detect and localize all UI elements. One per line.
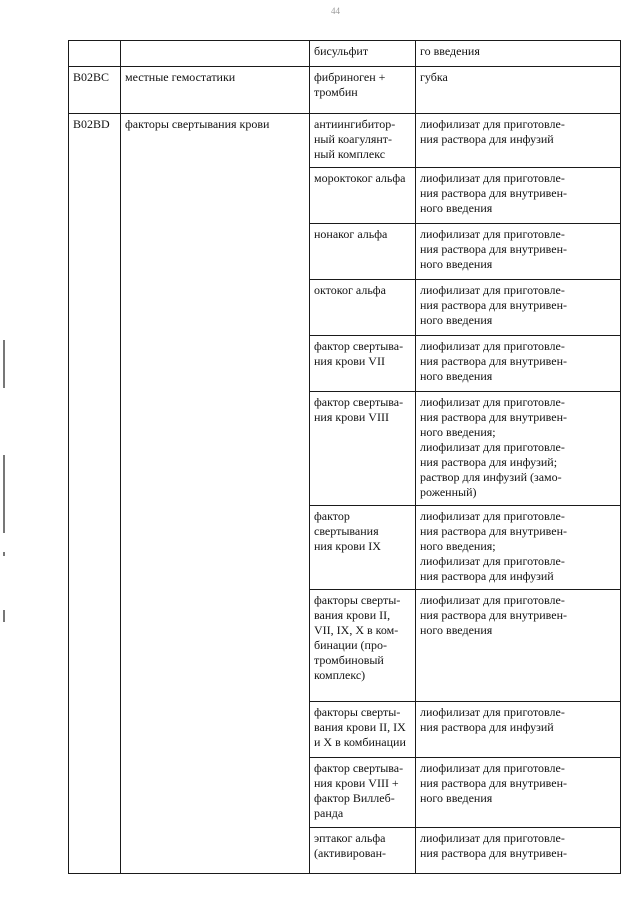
scan-edge-mark — [3, 455, 5, 533]
group-name-cell: факторы свертывания крови — [121, 114, 310, 874]
substance-cell: бисульфит — [310, 41, 416, 67]
substance-cell: фактор свертыва- ния крови VII — [310, 336, 416, 392]
scan-edge-mark — [3, 610, 5, 622]
substance-cell: фактор свертыва- ния крови VIII — [310, 392, 416, 506]
substance-cell: нонаког альфа — [310, 224, 416, 280]
dosage-form-cell: лиофилизат для приготовле- ния раствора для внутривен- ного введения — [416, 590, 621, 702]
substance-cell: эптаког альфа (активирован- — [310, 828, 416, 874]
dosage-form-cell: лиофилизат для приготовле- ния раствора для внутривен- ного введения — [416, 758, 621, 828]
dosage-form-cell: лиофилизат для приготовле- ния раствора для внутривен- ного введения — [416, 168, 621, 224]
substance-cell: фибриноген + тромбин — [310, 67, 416, 114]
substance-cell: факторы сверты- вания крови II, VII, IX, X в ком- бинации (про- тромбиновый комплекс) — [310, 590, 416, 702]
substance-cell: фактор свертывания ния крови IX — [310, 506, 416, 590]
drug-table — [68, 40, 621, 874]
substance-cell: мороктоког альфа — [310, 168, 416, 224]
drug-table-body — [69, 41, 621, 874]
substance-cell: факторы сверты- вания крови II, IX и X в комбинации — [310, 702, 416, 758]
dosage-form-cell: губка — [416, 67, 621, 114]
dosage-form-cell: го введения — [416, 41, 621, 67]
dosage-form-cell: лиофилизат для приготовле- ния раствора для внутривен- ного введения — [416, 224, 621, 280]
dosage-form-cell: лиофилизат для приготовле- ния раствора для внутривен- ного введения; лиофилизат для приготовле- ния раствора для инфузий; раствор для инфузий (замо- роженный) — [416, 392, 621, 506]
dosage-form-cell: лиофилизат для приготовле- ния раствора для внутривен- ного введения — [416, 336, 621, 392]
dosage-form-cell: лиофилизат для приготовле- ния раствора для внутривен- ного введения; лиофилизат для приготовле- ния раствора для инфузий — [416, 506, 621, 590]
substance-cell: фактор свертыва- ния крови VIII + фактор Виллеб- ранда — [310, 758, 416, 828]
dosage-form-cell: лиофилизат для приготовле- ния раствора для внутривен- — [416, 828, 621, 874]
page-number: 44 — [331, 6, 340, 16]
scan-edge-mark — [3, 340, 5, 388]
atc-code-cell: B02BD — [69, 114, 121, 874]
table-row — [69, 41, 621, 67]
atc-code-cell — [69, 41, 121, 67]
substance-cell: октоког альфа — [310, 280, 416, 336]
table-row — [69, 114, 621, 168]
substance-cell: антиингибитор- ный коагулянт- ный комплекс — [310, 114, 416, 168]
group-name-cell — [121, 41, 310, 67]
dosage-form-cell: лиофилизат для приготовле- ния раствора для инфузий — [416, 702, 621, 758]
group-name-cell: местные гемостатики — [121, 67, 310, 114]
atc-code-cell: B02BC — [69, 67, 121, 114]
scan-edge-mark — [3, 552, 5, 556]
dosage-form-cell: лиофилизат для приготовле- ния раствора для инфузий — [416, 114, 621, 168]
dosage-form-cell: лиофилизат для приготовле- ния раствора для внутривен- ного введения — [416, 280, 621, 336]
table-row — [69, 67, 621, 114]
